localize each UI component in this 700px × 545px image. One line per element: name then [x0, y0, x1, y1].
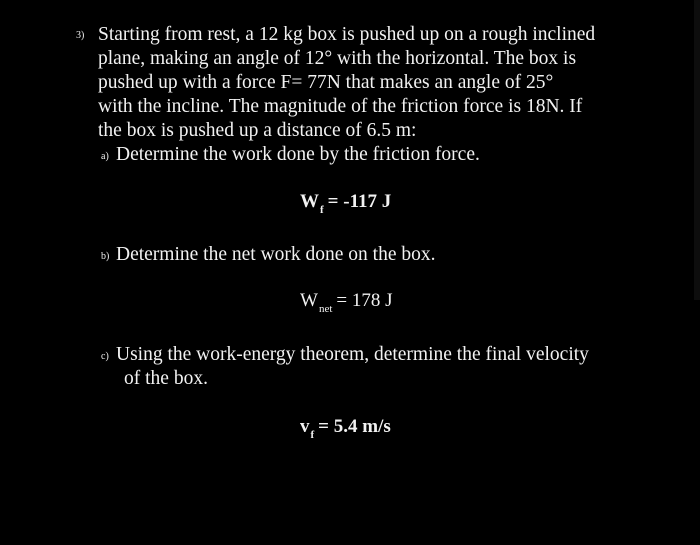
- question-text-line-1: Starting from rest, a 12 kg box is pushed up on a rough inclined: [98, 24, 596, 45]
- part-b-text: Determine the net work done on the box.: [116, 244, 436, 265]
- part-c-marker: c): [101, 351, 109, 362]
- question-text-line-3: pushed up with a force F= 77N that makes an angle of 25°: [98, 72, 554, 93]
- answer-subscript: net: [318, 303, 333, 315]
- answer-symbol: v: [300, 416, 310, 437]
- part-c-text-line-1: Using the work-energy theorem, determine the final velocity: [116, 344, 589, 365]
- answer-symbol: W: [300, 191, 319, 212]
- part-a-text: Determine the work done by the friction force.: [116, 144, 480, 165]
- part-c-answer: [300, 415, 391, 441]
- scrollbar-edge: [694, 0, 700, 300]
- answer-value: = -117 J: [327, 191, 392, 212]
- part-a-answer: [300, 190, 391, 216]
- question-text-line-2: plane, making an angle of 12° with the horizontal. The box is: [98, 48, 577, 69]
- answer-value: = 178 J: [336, 290, 393, 311]
- part-c-text-line-2: of the box.: [124, 368, 208, 389]
- answer-subscript: f: [320, 204, 324, 216]
- part-a-marker: a): [101, 151, 109, 162]
- answer-symbol: W: [300, 290, 318, 311]
- part-b-answer: [300, 289, 393, 315]
- question-text-line-4: with the incline. The magnitude of the friction force is 18N. If: [98, 96, 583, 117]
- answer-value: = 5.4 m/s: [318, 416, 391, 437]
- question-number: 3): [76, 30, 85, 41]
- answer-subscript: f: [310, 429, 315, 441]
- question-text-line-5: the box is pushed up a distance of 6.5 m:: [98, 120, 417, 141]
- part-b-marker: b): [101, 251, 110, 262]
